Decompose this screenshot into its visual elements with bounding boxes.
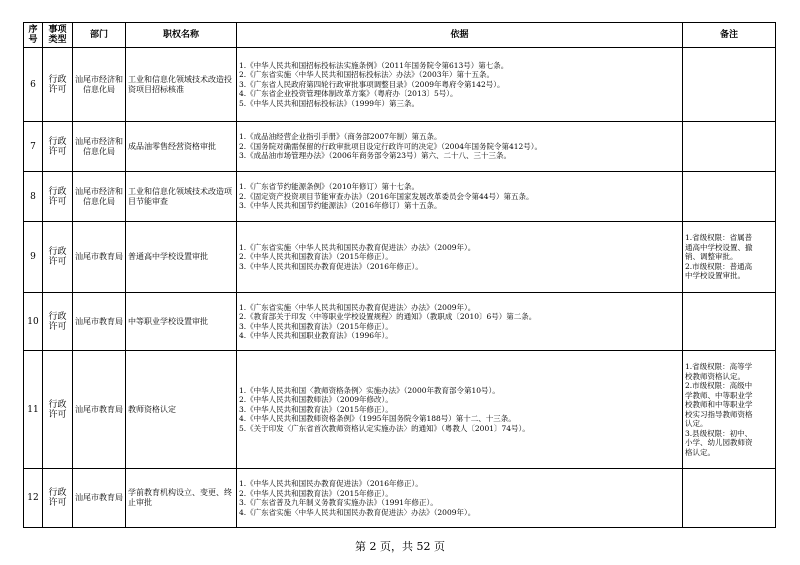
row-note: [683, 351, 776, 469]
row-name: 教师资格认定: [126, 351, 237, 469]
note-line: 销、调整审批。: [685, 252, 738, 262]
row-basis: [237, 293, 683, 351]
header-name: 职权名称: [126, 23, 237, 48]
table-row: [24, 222, 776, 293]
basis-line: 1.《广东省实施〈中华人民共和国民办教育促进法〉办法》（2009年）。: [239, 302, 476, 312]
basis-line: 2.《中华人民共和国教育法》（2015年修正）。: [239, 488, 393, 498]
basis-line: 3.《中华人民共和国民办教育促进法》（2016年修正）。: [239, 261, 423, 271]
row-name: 工业和信息化领域技术改造投资项目招标核准: [126, 48, 237, 122]
note-line: 3.县级权限：初中、: [685, 428, 753, 438]
row-dept: 汕尾市教育局: [73, 222, 126, 293]
row-basis: [237, 172, 683, 222]
table-row: [24, 351, 776, 469]
note-line: 校教师资格认定。: [685, 371, 745, 381]
note-line: 小学、幼儿园教师资: [685, 438, 753, 447]
basis-line: 5.《关于印发〈广东省首次教师资格认定实施办法〉的通知》（粤教人〔2001〕74号）。: [239, 423, 530, 433]
note-line: 校教师和中等职业学: [685, 400, 753, 409]
note-line: 中学校设置审批。: [685, 271, 745, 281]
row-name: 工业和信息化领域技术改造项目节能审查: [126, 172, 237, 222]
row-note: [683, 48, 776, 122]
basis-line: 3.《中华人民共和国教育法》（2015年修正）。: [239, 321, 393, 331]
row-dept: 汕尾市教育局: [73, 351, 126, 469]
basis-line: 1.《中华人民共和国民办教育促进法》（2016年修正）。: [239, 479, 423, 488]
row-dept: 汕尾市教育局: [73, 293, 126, 351]
note-line: 学教师、中等职业学: [685, 390, 753, 400]
basis-line: 2.《教育部关于印发〈中等职业学校设置规程〉的通知》（教职成〔2010〕6号）第二条。: [239, 312, 537, 321]
note-line: 认定。: [685, 419, 708, 428]
row-number: 7: [24, 122, 43, 172]
basis-line: 1.《中华人民共和国招标投标法实施条例》（2011年国务院令第613号）第七条。: [239, 60, 509, 70]
basis-line: 3.《中华人民共和国教育法》（2015年修正）。: [239, 404, 393, 414]
row-number: 6: [24, 48, 43, 122]
header-dept: 部门: [73, 23, 126, 48]
row-name: 中等职业学校设置审批: [126, 293, 237, 351]
row-number: 10: [24, 293, 43, 351]
row-basis: [237, 469, 683, 528]
row-type: 行政许可: [43, 122, 73, 172]
header-no: 序号: [24, 23, 43, 48]
basis-line: 1.《广东省实施〈中华人民共和国民办教育促进法〉办法》（2009年）。: [239, 242, 476, 252]
note-line: 1.省级权限：省属普: [685, 233, 753, 243]
row-name: 成品油零售经营资格审批: [126, 122, 237, 172]
table-row: [24, 48, 776, 122]
row-number: 8: [24, 172, 43, 222]
basis-line: 5.《中华人民共和国招标投标法》（1999年）第三条。: [239, 98, 419, 108]
table-row: [24, 293, 776, 351]
row-note: [683, 469, 776, 528]
row-number: 11: [24, 351, 43, 469]
row-dept: 汕尾市经济和信息化局: [73, 48, 126, 122]
basis-line: 4.《广东省实施〈中华人民共和国民办教育促进法〉办法》（2009年）。: [239, 507, 476, 517]
basis-line: 1.《成品油经营企业指引手册》（商务部2007年制）第五条。: [239, 132, 442, 142]
basis-line: 3.《成品油市场管理办法》（2006年商务部令第23号）第六、二十八、三十三条。: [239, 151, 512, 161]
row-type: 行政许可: [43, 469, 73, 528]
basis-line: 2.《国务院对确需保留的行政审批项目设定行政许可的决定》（2004年国务院令第412号）。: [239, 141, 543, 151]
row-type: 行政许可: [43, 293, 73, 351]
basis-line: 2.《中华人民共和国教师法》（2009年修改）。: [239, 395, 393, 405]
row-dept: 汕尾市经济和信息化局: [73, 172, 126, 222]
note-line: 2.市级权限：普通高: [685, 261, 753, 271]
row-note: [683, 293, 776, 351]
table-row: [24, 122, 776, 172]
row-dept: 汕尾市经济和信息化局: [73, 122, 126, 172]
note-line: 1.省级权限：高等学: [685, 362, 753, 371]
basis-line: 2.《固定资产投资项目节能审查办法》（2016年国家发展改革委员会令第44号）第五条。: [239, 191, 534, 201]
row-name: 普通高中学校设置审批: [126, 222, 237, 293]
row-dept: 汕尾市教育局: [73, 469, 126, 528]
header-row: [24, 23, 776, 48]
basis-line: 2.《广东省实施〈中华人民共和国招标投标法〉办法》（2003年）第十五条。: [239, 70, 494, 80]
row-number: 9: [24, 222, 43, 293]
basis-line: 1.《中华人民共和国〈教师资格条例〉实施办法》（2000年教育部令第10号）。: [239, 385, 500, 395]
note-line: 校实习指导教师资格: [685, 409, 753, 419]
table-row: [24, 469, 776, 528]
row-type: 行政许可: [43, 222, 73, 293]
note-line: 通高中学校设置、撤: [685, 242, 753, 252]
row-basis: [237, 351, 683, 469]
basis-line: 3.《广东省普及九年制义务教育实施办法》（1991年修正）。: [239, 498, 438, 507]
authority-table: [23, 22, 776, 528]
row-type: 行政许可: [43, 48, 73, 122]
basis-line: 4.《中华人民共和国职业教育法》（1996年）。: [239, 331, 393, 340]
basis-line: 1.《广东省节约能源条例》（2010年修订）第十七条。: [239, 182, 419, 192]
row-basis: [237, 122, 683, 172]
header-type: 事项类型: [43, 23, 73, 48]
note-line: 格认定。: [685, 447, 715, 457]
basis-line: 3.《广东省人民政府第四轮行政审批事项调整目录》（2009年粤府令第142号）。: [239, 79, 505, 89]
page-footer: 第 2 页，共 52 页: [355, 540, 445, 553]
header-basis: 依据: [237, 23, 683, 48]
row-type: 行政许可: [43, 351, 73, 469]
row-type: 行政许可: [43, 172, 73, 222]
table-row: [24, 172, 776, 222]
basis-line: 4.《广东省企业投资管理体制改革方案》（粤府办〔2013〕5号）。: [239, 89, 458, 99]
row-basis: [237, 48, 683, 122]
row-number: 12: [24, 469, 43, 528]
row-basis: [237, 222, 683, 293]
row-name: 学前教育机构设立、变更、终止审批: [126, 469, 237, 528]
basis-line: 2.《中华人民共和国教育法》（2015年修正）。: [239, 252, 393, 262]
basis-line: 4.《中华人民共和国教师资格条例》（1995年国务院令第188号）第十二、十三条。: [239, 414, 516, 424]
row-note: [683, 222, 776, 293]
basis-line: 3.《中华人民共和国节约能源法》（2016年修订）第十五条。: [239, 201, 442, 211]
note-line: 2.市级权限：高级中: [685, 381, 753, 390]
row-note: [683, 122, 776, 172]
row-note: [683, 172, 776, 222]
header-note: 备注: [683, 23, 776, 48]
